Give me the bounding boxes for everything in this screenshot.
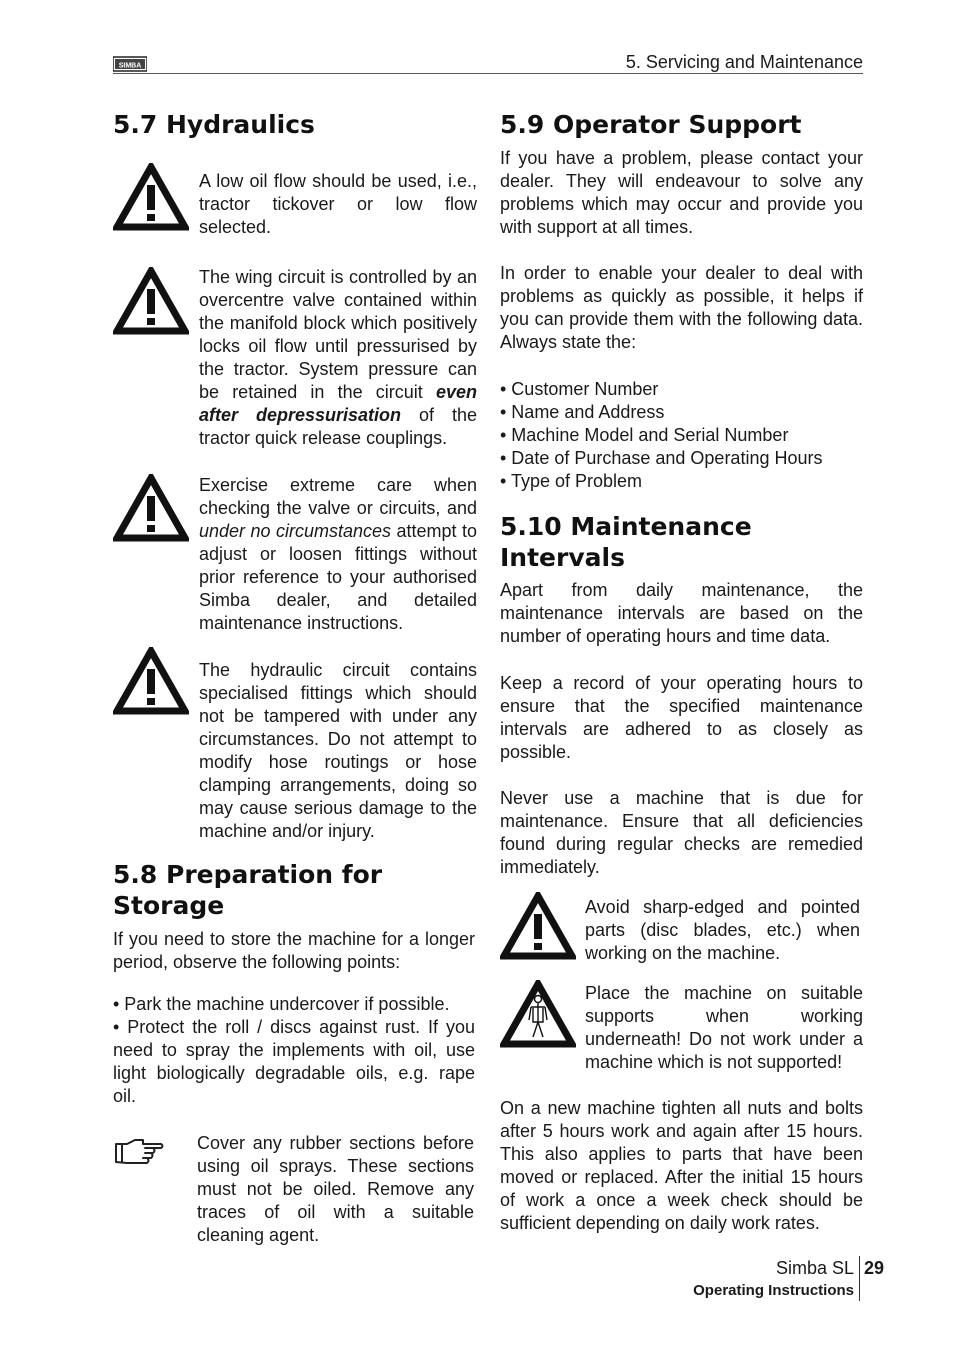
footer-rule bbox=[859, 1256, 860, 1301]
footer-subtitle: Operating Instructions bbox=[693, 1282, 854, 1299]
header-rule bbox=[113, 73, 863, 74]
storage-heading bbox=[113, 859, 382, 921]
maintenance-warning-2: Place the machine on suitable supports when working underneath! Do not work under a machine which is not supported! bbox=[585, 983, 863, 1072]
list-item: • Name and Address bbox=[500, 402, 665, 422]
warning-3-text-b: attempt to adjust or loosen fittings without prior reference to your authorised Simba dealer, and detailed maintenance instructions. bbox=[199, 521, 478, 633]
operator-paragraph-1: If you have a problem, please contact your dealer. They will endeavour to solve any problems which may occur and provide you with support at all times. bbox=[500, 148, 863, 237]
storage-intro: If you need to store the machine for a longer period, observe the following points: bbox=[113, 929, 475, 972]
warning-2-text-b: of the tractor quick release couplings. bbox=[199, 405, 477, 448]
maintenance-warning-1: Avoid sharp-edged and pointed parts (disc blades, etc.) when working on the machine. bbox=[585, 897, 860, 963]
simba-logo bbox=[113, 55, 147, 73]
svg-text:SIMBA: SIMBA bbox=[118, 62, 142, 70]
hydraulics-heading: 5.7 Hydraulics bbox=[113, 110, 315, 139]
maintenance-paragraph-3: Never use a machine that is due for maintenance. Ensure that all deficiencies found during regular checks are remedied immediately. bbox=[500, 788, 863, 877]
page-number: 29 bbox=[864, 1258, 885, 1278]
maintenance-heading-line-1: 5.10 Maintenance bbox=[500, 512, 752, 541]
warning-2-text-a: The wing circuit is controlled by an overcentre valve contained within the manifold block which positively locks oil flow until pressurised by the tractor. System pressure can be retained in the circuit bbox=[199, 267, 477, 402]
operator-data-list bbox=[500, 378, 863, 493]
storage-heading-line-1: 5.8 Preparation for bbox=[113, 860, 383, 889]
warning-icon bbox=[113, 267, 189, 335]
warning-icon bbox=[113, 474, 189, 542]
maintenance-paragraph-2: Keep a record of your operating hours to ensure that the specified maintenance intervals are adhered to as closely as possible. bbox=[500, 673, 863, 762]
hydraulics-warning-3 bbox=[199, 474, 477, 635]
warning-icon bbox=[113, 647, 189, 715]
hydraulics-warning-4: The hydraulic circuit contains specialised fittings which should not be tampered with under any circumstances. Do not attempt to modify hose routings or hose clamping arrangements, doing so may cause serious damage to the machine and/or injury. bbox=[199, 660, 477, 841]
hydraulics-warning-1: A low oil flow should be used, i.e., tractor tickover or low flow selected. bbox=[199, 171, 477, 237]
operator-heading: 5.9 Operator Support bbox=[500, 110, 802, 139]
warning-icon bbox=[500, 892, 576, 960]
pointing-hand-icon bbox=[113, 1138, 165, 1168]
warning-3-emphasis: under no circumstances bbox=[199, 521, 392, 541]
maintenance-heading-line-2: Intervals bbox=[500, 543, 625, 572]
warning-2-emphasis: even after depressurisation bbox=[199, 382, 477, 425]
maintenance-heading bbox=[500, 511, 752, 573]
list-item: • Date of Purchase and Operating Hours bbox=[500, 448, 823, 468]
operator-paragraph-2: In order to enable your dealer to deal with problems as quickly as possible, it helps if you can provide them with the following data. Always state the: bbox=[500, 263, 863, 352]
maintenance-paragraph-4: On a new machine tighten all nuts and bolts after 5 hours work and again after 15 hours. This also applies to parts that have been moved or replaced. After the initial 15 hours of work a once a week check should be sufficient depending on daily work rates. bbox=[500, 1098, 863, 1233]
storage-heading-line-2: Storage bbox=[113, 891, 225, 920]
storage-bullet-2: • Protect the roll / discs against rust. If you need to spray the implements with oil, use light biologically degradable oils, e.g. rape oil. bbox=[113, 1017, 475, 1106]
storage-bullet-1: • Park the machine undercover if possible. bbox=[113, 994, 450, 1014]
section-header: 5. Servicing and Maintenance bbox=[625, 52, 863, 72]
crush-hazard-icon bbox=[500, 980, 576, 1048]
hydraulics-warning-2 bbox=[199, 266, 477, 450]
list-item: • Machine Model and Serial Number bbox=[500, 425, 789, 445]
storage-note: Cover any rubber sections before using oil sprays. These sections must not be oiled. Remove any traces of oil with a suitable cleaning agent. bbox=[197, 1133, 474, 1245]
warning-3-text-a: Exercise extreme care when checking the valve or circuits, and bbox=[199, 475, 477, 518]
maintenance-paragraph-1: Apart from daily maintenance, the maintenance intervals are based on the number of operating hours and time data. bbox=[500, 580, 863, 646]
warning-icon bbox=[113, 163, 189, 231]
list-item: • Customer Number bbox=[500, 379, 659, 399]
footer-model: Simba SL bbox=[775, 1258, 854, 1278]
list-item: • Type of Problem bbox=[500, 471, 643, 491]
